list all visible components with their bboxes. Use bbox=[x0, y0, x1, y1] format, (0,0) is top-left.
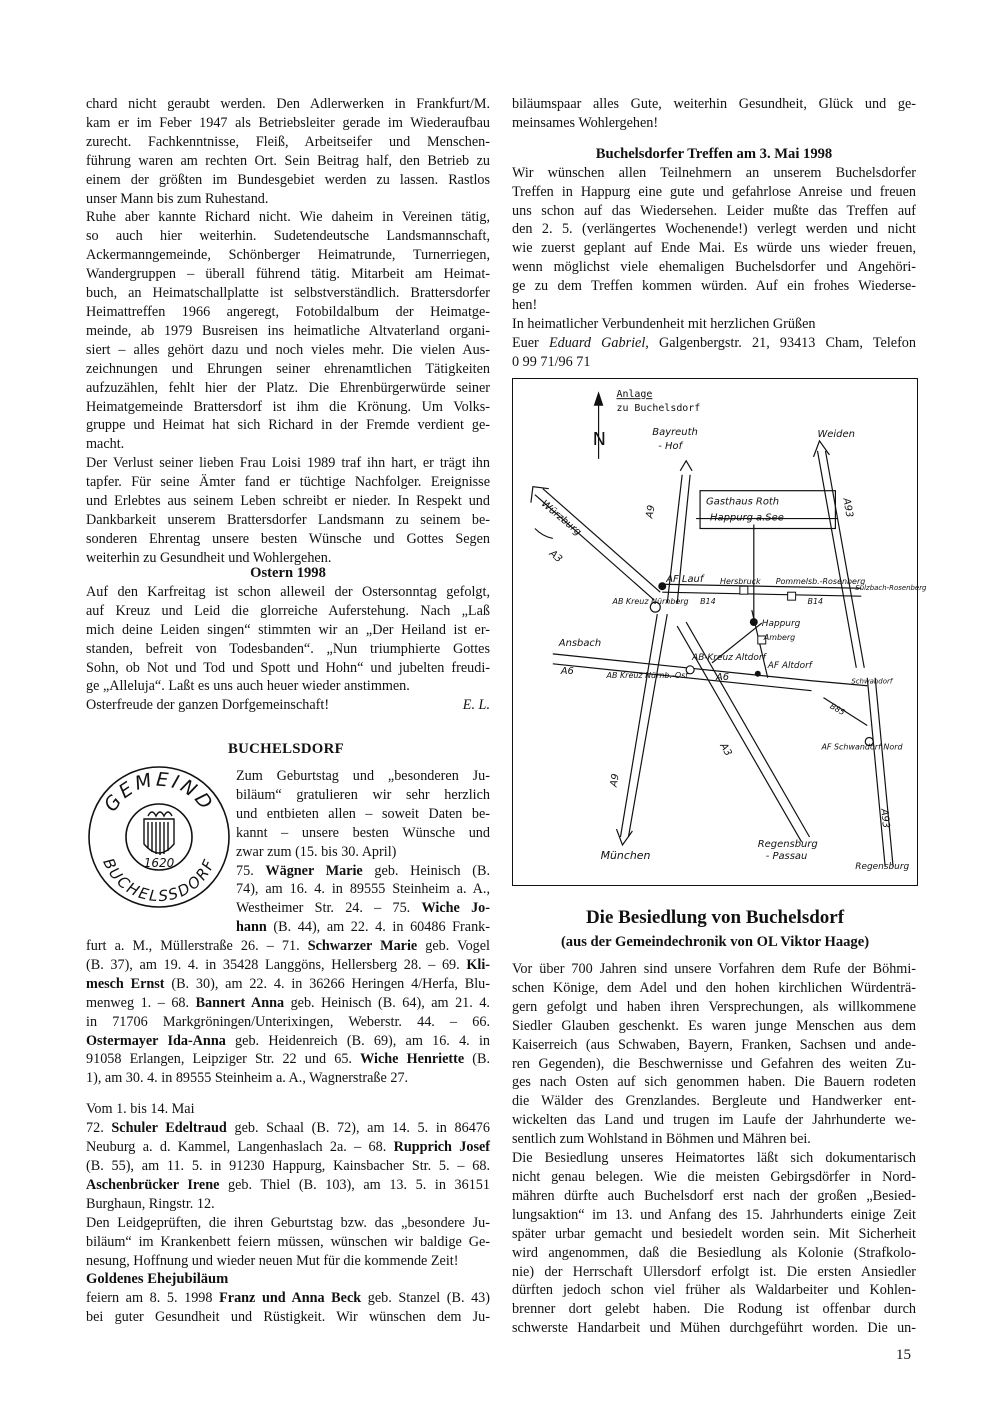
text-line: nie) der Herrschaft Ullersdorf erfolgt ist. Die ersten Ansiedler bbox=[512, 1263, 916, 1280]
buchelsdorf-intro bbox=[236, 767, 490, 937]
person-name: hann bbox=[236, 919, 267, 936]
text-line: den 2. 5. (verlängertes Wochenende!) verlegt werden und nicht bbox=[512, 221, 916, 238]
text-line: dürften jedoch schon viel früher als Waldarbeiter und Kohlen- bbox=[512, 1282, 916, 1299]
text-line: wird angenommen, daß die Besiedlung als Kolonie (Strafkolo- bbox=[512, 1244, 916, 1261]
person-name: mesch Ernst bbox=[86, 975, 165, 992]
besiedlung-body bbox=[512, 960, 916, 1338]
text-line: zwar zum (15. bis 30. April) bbox=[236, 843, 397, 860]
entry-line bbox=[86, 1195, 490, 1214]
text-line: wie zuerst geplant auf Ende Mai. Es würde uns wieder freuen, bbox=[512, 240, 916, 257]
text-line: Heimattreffen 1966 angeregt, Fotobildalbum der Heimatge- bbox=[86, 303, 490, 320]
text-line: zeichnungen und Ehrungen seiner ehrenamtlichen Tätigkeiten bbox=[86, 360, 490, 377]
signature-line bbox=[512, 334, 916, 353]
map-label: - Hof bbox=[658, 440, 683, 452]
person-name: Wiche Henriette bbox=[360, 1051, 465, 1068]
map-label: Regensburg bbox=[757, 838, 818, 850]
person-name: Franz und Anna Beck bbox=[219, 1290, 362, 1307]
entry-line bbox=[86, 1176, 490, 1195]
signature-text: Euer bbox=[512, 334, 549, 351]
entry-line bbox=[236, 880, 490, 899]
entry-line bbox=[86, 994, 490, 1013]
text-line: zurecht. Fachkenntnisse, Fleiß, Arbeitseifer und Menschen- bbox=[86, 133, 490, 150]
map-label: - Passau bbox=[765, 850, 808, 862]
person-name: Bannert Anna bbox=[195, 994, 285, 1011]
text-line: Siedler Glauben geschenkt. Es waren junge Menschen aus dem bbox=[512, 1017, 916, 1034]
entry-text: in 71706 Markgröningen/Unterixingen, Weberstr. 44. – 66. bbox=[86, 1013, 490, 1030]
entry-text: Burghaun, Ringstr. 12. bbox=[86, 1195, 215, 1212]
map-label: Würzburg bbox=[538, 498, 584, 539]
entry-text: 74), am 16. 4. in 89555 Steinheim a. A., bbox=[236, 881, 490, 898]
text-line: biläum“ im Krankenbett feiern müssen, wünschen wir baldige Ge- bbox=[86, 1233, 490, 1250]
entry-text: geb. Stanzel (B. 43) bbox=[361, 1290, 491, 1307]
map-label: AF Schwandorf Nord bbox=[821, 742, 903, 752]
text-line: brenner dort gelebt haben. Die Rodung ist offenbar durch bbox=[512, 1301, 916, 1318]
text-line: Der Verlust seiner lieben Frau Loisi 1989 traf ihn hart, er trägt ihn bbox=[86, 455, 490, 472]
text-line: kam er im Feber 1947 als Betriebsleiter gerade im Wiederaufbau bbox=[86, 114, 490, 131]
map-label: München bbox=[600, 848, 651, 862]
entry-text: Westheimer Str. 24. – 75. bbox=[236, 900, 422, 917]
text-line: nesung, Hoffnung und wieder neuen Mut für die kommende Zeit! bbox=[86, 1252, 459, 1269]
text-line: schwerste Handarbeit und Mühen durchgeführt worden. Die un- bbox=[512, 1320, 916, 1337]
map-label: AB Kreuz Nürnb.-Ost bbox=[606, 670, 689, 680]
map-label: N bbox=[592, 428, 607, 450]
map-label: Hersbruck bbox=[719, 577, 761, 587]
svg-text:BUCHELSSDORF: BUCHELSSDORF bbox=[99, 855, 219, 906]
text-line: weiterhin zu Gesundheit und Wohlergehen. bbox=[86, 549, 332, 566]
text-line: die Wälder des Grenzlandes. Bergleute und Handwerker ent- bbox=[512, 1093, 916, 1110]
text-line: führung waren am rechten Ort. Sein Beitrag half, den Betrieb zu bbox=[86, 152, 490, 169]
map-label: Gasthaus Roth bbox=[706, 496, 780, 508]
map-label: A93 bbox=[878, 808, 892, 829]
text-line: gern gefolgt und haben ihren Versprechungen, als willkommene bbox=[512, 998, 916, 1015]
text-line: tapfer. Für seine Ämter fand er tüchtige Nachfolger. Ereignisse bbox=[86, 474, 490, 491]
person-name: Rupprich Josef bbox=[393, 1139, 490, 1156]
person-name: Ostermayer Ida-Anna bbox=[86, 1032, 226, 1049]
entry-text: geb. Heidenreich (B. 69), am 16. 4. in bbox=[225, 1032, 490, 1049]
entry-text: Neuburg a. d. Kammel, Langenhaslach 2a. – 68. bbox=[86, 1139, 394, 1156]
entry-line bbox=[86, 1138, 490, 1157]
text-line: Wir wünschen allen Teilnehmern an unserem Buchelsdorfer bbox=[512, 164, 916, 181]
person-name: Kli- bbox=[466, 956, 490, 973]
map-label: Bayreuth bbox=[652, 426, 698, 438]
entry-line bbox=[236, 918, 490, 937]
entry-line bbox=[86, 937, 490, 956]
entry-line bbox=[86, 1308, 490, 1327]
directions-map bbox=[512, 378, 927, 886]
person-name: Schwarzer Marie bbox=[307, 938, 418, 954]
entry-text: menweg 1. – 68. bbox=[86, 994, 196, 1011]
text-line: meinsames Wohlergehen! bbox=[512, 114, 659, 131]
map-label: Regensburg bbox=[855, 861, 910, 872]
text-line: gruppe und Heimat hat sich Richard in der Fremde verdient ge- bbox=[86, 417, 490, 434]
map-label: Weiden bbox=[817, 428, 855, 440]
person-name: Wiche Jo- bbox=[421, 900, 490, 917]
golden-heading: Goldenes Ehejubiläum bbox=[86, 1271, 229, 1288]
signer-name: Eduard Gabriel, bbox=[548, 334, 649, 351]
text-line: und entbieten allen – soweit Daten be- bbox=[236, 805, 490, 822]
text-line: uns schon auf das Wiedersehen. Leider mußte das Treffen auf bbox=[512, 202, 916, 219]
entry-line bbox=[86, 1069, 490, 1088]
map-label: Ansbach bbox=[558, 637, 602, 649]
text-line: Vor über 700 Jahren sind unsere Vorfahren dem Rufe der Böhmi- bbox=[512, 961, 916, 977]
phone-number: 0 99 71/96 71 bbox=[512, 353, 591, 370]
map-label: Happurg bbox=[761, 619, 801, 630]
text-line: buch, an Heimatschallplatte ist selbstverständlich. Brattersdorfer bbox=[86, 285, 490, 302]
text-line: Treffen in Happurg eine gute und gefahrlose Anreise und freuen bbox=[512, 183, 916, 200]
map-label: A9 bbox=[608, 772, 622, 788]
ostern-signoff bbox=[86, 696, 490, 715]
text-line: Den Leidgeprüften, die ihren Geburtstag bzw. das „besondere Ju- bbox=[86, 1214, 490, 1231]
map-label: A3 bbox=[546, 548, 565, 566]
text-line: Zum Geburtstag und „besonderen Ju- bbox=[236, 768, 490, 784]
entry-line bbox=[86, 1157, 490, 1176]
text-line: aufzuzählen, fehlt hier der Platz. Die Ehrenbürgerwürde seiner bbox=[86, 379, 490, 396]
text-line: ges nach Osten auf sich genommen haben. Die Bauern rodeten bbox=[512, 1074, 916, 1091]
map-label: B85 bbox=[828, 701, 847, 718]
person-name: Schuler Edeltraud bbox=[111, 1120, 227, 1137]
right-top-column bbox=[512, 95, 916, 372]
text-line: Wandergruppen – überall führend tätig. Mitarbeit am Heimat- bbox=[86, 266, 490, 283]
map-label: AF Lauf bbox=[666, 574, 704, 586]
entry-text: (B. 37), am 19. 4. in 35428 Langgöns, Hellersberg 28. – 69. bbox=[86, 956, 467, 973]
gemeinde-seal-icon bbox=[86, 764, 232, 910]
besiedlung-subtitle: (aus der Gemeindechronik von OL Viktor Haage) bbox=[560, 934, 870, 950]
text-line: schen Könige, dem Adel und den hohen kirchlichen Würdenträ- bbox=[512, 979, 916, 996]
map-label: AF Altdorf bbox=[767, 660, 812, 671]
ostern-closing: Osterfreude der ganzen Dorfgemeinschaft! bbox=[86, 697, 330, 714]
map-label: Schwandorf bbox=[851, 677, 893, 686]
text-line: Die Besiedlung unseres Heimatortes läßt sich dokumentarisch bbox=[512, 1150, 916, 1167]
text-line: auf Kreuz und Leid die glorreiche Auferstehung. Nach „Laß bbox=[86, 602, 490, 619]
entry-text: 91058 Erlangen, Leipziger Str. 22 und 65. bbox=[86, 1051, 361, 1068]
text-line: macht. bbox=[86, 436, 125, 453]
treffen-title: Buchelsdorfer Treffen am 3. Mai 1998 bbox=[595, 145, 833, 162]
text-line: ren Gegenden), die Beschwernisse und Gefahren des weiten Zu- bbox=[512, 1055, 916, 1072]
text-line: einem der größten im Bundesgebiet werden zu lassen. Rastlos bbox=[86, 171, 490, 188]
entry-text: (B. bbox=[464, 1051, 491, 1068]
map-label: A3 bbox=[717, 741, 734, 759]
map-label: AB-Kreuz Altdorf bbox=[692, 652, 766, 663]
map-label: Pommelsb.-Rosenberg bbox=[775, 577, 866, 587]
text-line: sonderen Ehrentag unsere besten Wünsche und Gottes Segen bbox=[86, 530, 490, 547]
buchelsdorf-heading: BUCHELSDORF bbox=[228, 741, 344, 757]
text-line: standen, befreit von Todesbanden“. „Nun triumphierte Gottes bbox=[86, 640, 490, 657]
ostern-initials: E. L. bbox=[462, 697, 490, 714]
text-line: Ackermanngemeinde, Schönberger Heimatrunde, Turnerriegen, bbox=[86, 247, 490, 264]
text-line: siert – alles gehört dazu und noch vieles mehr. Die vielen Aus- bbox=[86, 341, 490, 358]
text-line: biläum“ gratulieren wir sehr herzlich bbox=[236, 786, 490, 803]
text-line: ge „Alleluja“. Laßt es uns auch heuer wieder anstimmen. bbox=[86, 678, 410, 695]
entry-text: bei guter Gesundheit und Rüstigkeit. Wir wünschen dem Ju- bbox=[86, 1309, 490, 1326]
may-heading: Vom 1. bis 14. Mai bbox=[86, 1101, 195, 1118]
signature-text: Galgenbergstr. 21, 93413 Cham, Telefon bbox=[648, 334, 916, 351]
map-label: Anlage bbox=[616, 389, 653, 401]
text-line: In heimatlicher Verbundenheit mit herzlichen Grüßen bbox=[512, 315, 816, 332]
entry-line bbox=[236, 899, 490, 918]
text-line: Sohn, ob Not und Tod und Spott und Hohn“ und jubelten freudi- bbox=[86, 659, 490, 676]
text-line: chard nicht geraubt werden. Den Adlerwerken in Frankfurt/M. bbox=[86, 96, 490, 112]
text-line: mähren dürfte auch Buchelsdorf erst nach der großen „Besied- bbox=[512, 1187, 916, 1204]
text-line: Ruhe aber kannte Richard nicht. Wie daheim in Vereinen tätig, bbox=[86, 209, 490, 226]
text-line: mich deine Leiden singen“ stimmten wir an „Der Heiland ist er- bbox=[86, 621, 490, 638]
entry-line bbox=[86, 1289, 490, 1308]
page-number: 15 bbox=[896, 1347, 911, 1363]
map-label: B14 bbox=[700, 597, 716, 607]
entry-text: geb. Schaal (B. 72), am 14. 5. in 86476 bbox=[226, 1120, 490, 1137]
svg-text:1620: 1620 bbox=[143, 856, 175, 870]
map-label: Happurg a.See bbox=[710, 512, 784, 524]
richard-article bbox=[86, 95, 490, 568]
entry-text: 1), am 30. 4. in 89555 Steinheim a. A., Wagnerstraße 27. bbox=[86, 1070, 409, 1087]
svg-text:GEMEIND: GEMEIND bbox=[99, 768, 219, 816]
entry-line bbox=[86, 975, 490, 994]
entry-line bbox=[86, 956, 490, 975]
text-line: später urbar gemacht und besiedelt worden sein. Mit Sicherheit bbox=[512, 1225, 916, 1242]
entry-line bbox=[86, 1013, 490, 1032]
person-name: Aschenbrücker Irene bbox=[86, 1176, 220, 1193]
buchelsdorf-birthdays bbox=[86, 937, 490, 1327]
entry-text: 72. bbox=[86, 1120, 112, 1137]
entry-text: geb. Heinisch (B. 64), am 21. 4. bbox=[284, 994, 490, 1011]
besiedlung-title: Die Besiedlung von Buchelsdorf bbox=[585, 907, 845, 928]
text-line: unser Mann bis zum Ruhestand. bbox=[86, 190, 269, 207]
text-line: nicht genau belegen. Wie die meisten Gebirgsdörfer in Nord- bbox=[512, 1168, 916, 1185]
ostern-section bbox=[86, 564, 490, 715]
text-line: biläumspaar alles Gute, weiterhin Gesundheit, Glück und ge- bbox=[512, 96, 916, 112]
text-line: so auch hier weiterhin. Sudetendeutsche Landsmannschaft, bbox=[86, 228, 490, 245]
text-line: wickelten das Land und trugen im Laufe der Jahrhunderte we- bbox=[512, 1112, 916, 1129]
entry-text: feiern am 8. 5. 1998 bbox=[86, 1290, 220, 1307]
entry-line bbox=[86, 1050, 490, 1069]
text-line: Auf den Karfreitag ist schon alleweil der Ostersonntag gefolgt, bbox=[86, 583, 490, 600]
map-label: Sulzbach-Rosenberg bbox=[855, 584, 927, 593]
text-line: wenn möglichst viele ehemaligen Buchelsdorfer und Angehöri- bbox=[512, 259, 916, 276]
map-label: zu Buchelsdorf bbox=[616, 403, 701, 415]
person-name: Wägner Marie bbox=[265, 862, 363, 879]
entry-text: geb. Heinisch (B. bbox=[362, 862, 490, 879]
text-line: und Erlebtes aus seinem Leben schreibt er nieder. In Respekt und bbox=[86, 493, 490, 510]
text-line: hen! bbox=[512, 297, 538, 314]
text-line: ge zu dem Treffen kommen würden. Auf ein frohes Wiederse- bbox=[512, 278, 916, 295]
ostern-title: Ostern 1998 bbox=[250, 565, 326, 581]
entry-line bbox=[86, 1119, 490, 1138]
entry-text: (B. 30), am 22. 4. in 36266 Heringen 4/Herfa, Blu- bbox=[164, 975, 490, 992]
map-label: AB Kreuz Nürnberg bbox=[612, 597, 689, 607]
entry-text: 75. bbox=[236, 862, 266, 879]
entry-text: (B. 55), am 11. 5. in 91230 Happurg, Kainsbacher Str. 5. – 68. bbox=[86, 1157, 490, 1174]
map-label: B14 bbox=[807, 597, 824, 607]
text-line: meinde, ab 1979 Busreisen ins heimatliche Altvaterland organi- bbox=[86, 322, 490, 339]
entry-line bbox=[86, 1032, 490, 1051]
text-line: Dankbarkeit unserem Brattersdorfer Landsmann zu seinem be- bbox=[86, 511, 490, 528]
map-label: Amberg bbox=[763, 632, 796, 642]
map-label: A6 bbox=[560, 665, 574, 677]
text-line: Kaiserreich (aus Schwaben, Bayern, Franken, Sachsen und ande- bbox=[512, 1036, 916, 1053]
map-label: A93 bbox=[840, 497, 855, 519]
entry-text: furt a. M., Müllerstraße 26. – 71. bbox=[86, 938, 308, 954]
text-line: Heimatgemeinde Brattersdorf ist ihm die Krönung. Um Volks- bbox=[86, 398, 490, 415]
text-line: kannt – unsere besten Wünsche und bbox=[236, 824, 490, 841]
text-line: sentlich zum Wohlstand in Böhmen und Mähren bei. bbox=[512, 1131, 811, 1148]
text-line: lungsaktion“ im 13. und Anfang des 15. Jahrhunderts einige Zeit bbox=[512, 1206, 916, 1223]
entry-text: geb. Thiel (B. 103), am 13. 5. in 36151 bbox=[219, 1176, 490, 1193]
entry-text: geb. Vogel bbox=[417, 938, 491, 954]
entry-text: (B. 44), am 22. 4. in 60486 Frank- bbox=[266, 919, 490, 936]
entry-line bbox=[236, 862, 490, 881]
map-label: A9 bbox=[644, 504, 658, 520]
map-label: A6 bbox=[715, 671, 730, 683]
ostern-body bbox=[86, 583, 490, 696]
